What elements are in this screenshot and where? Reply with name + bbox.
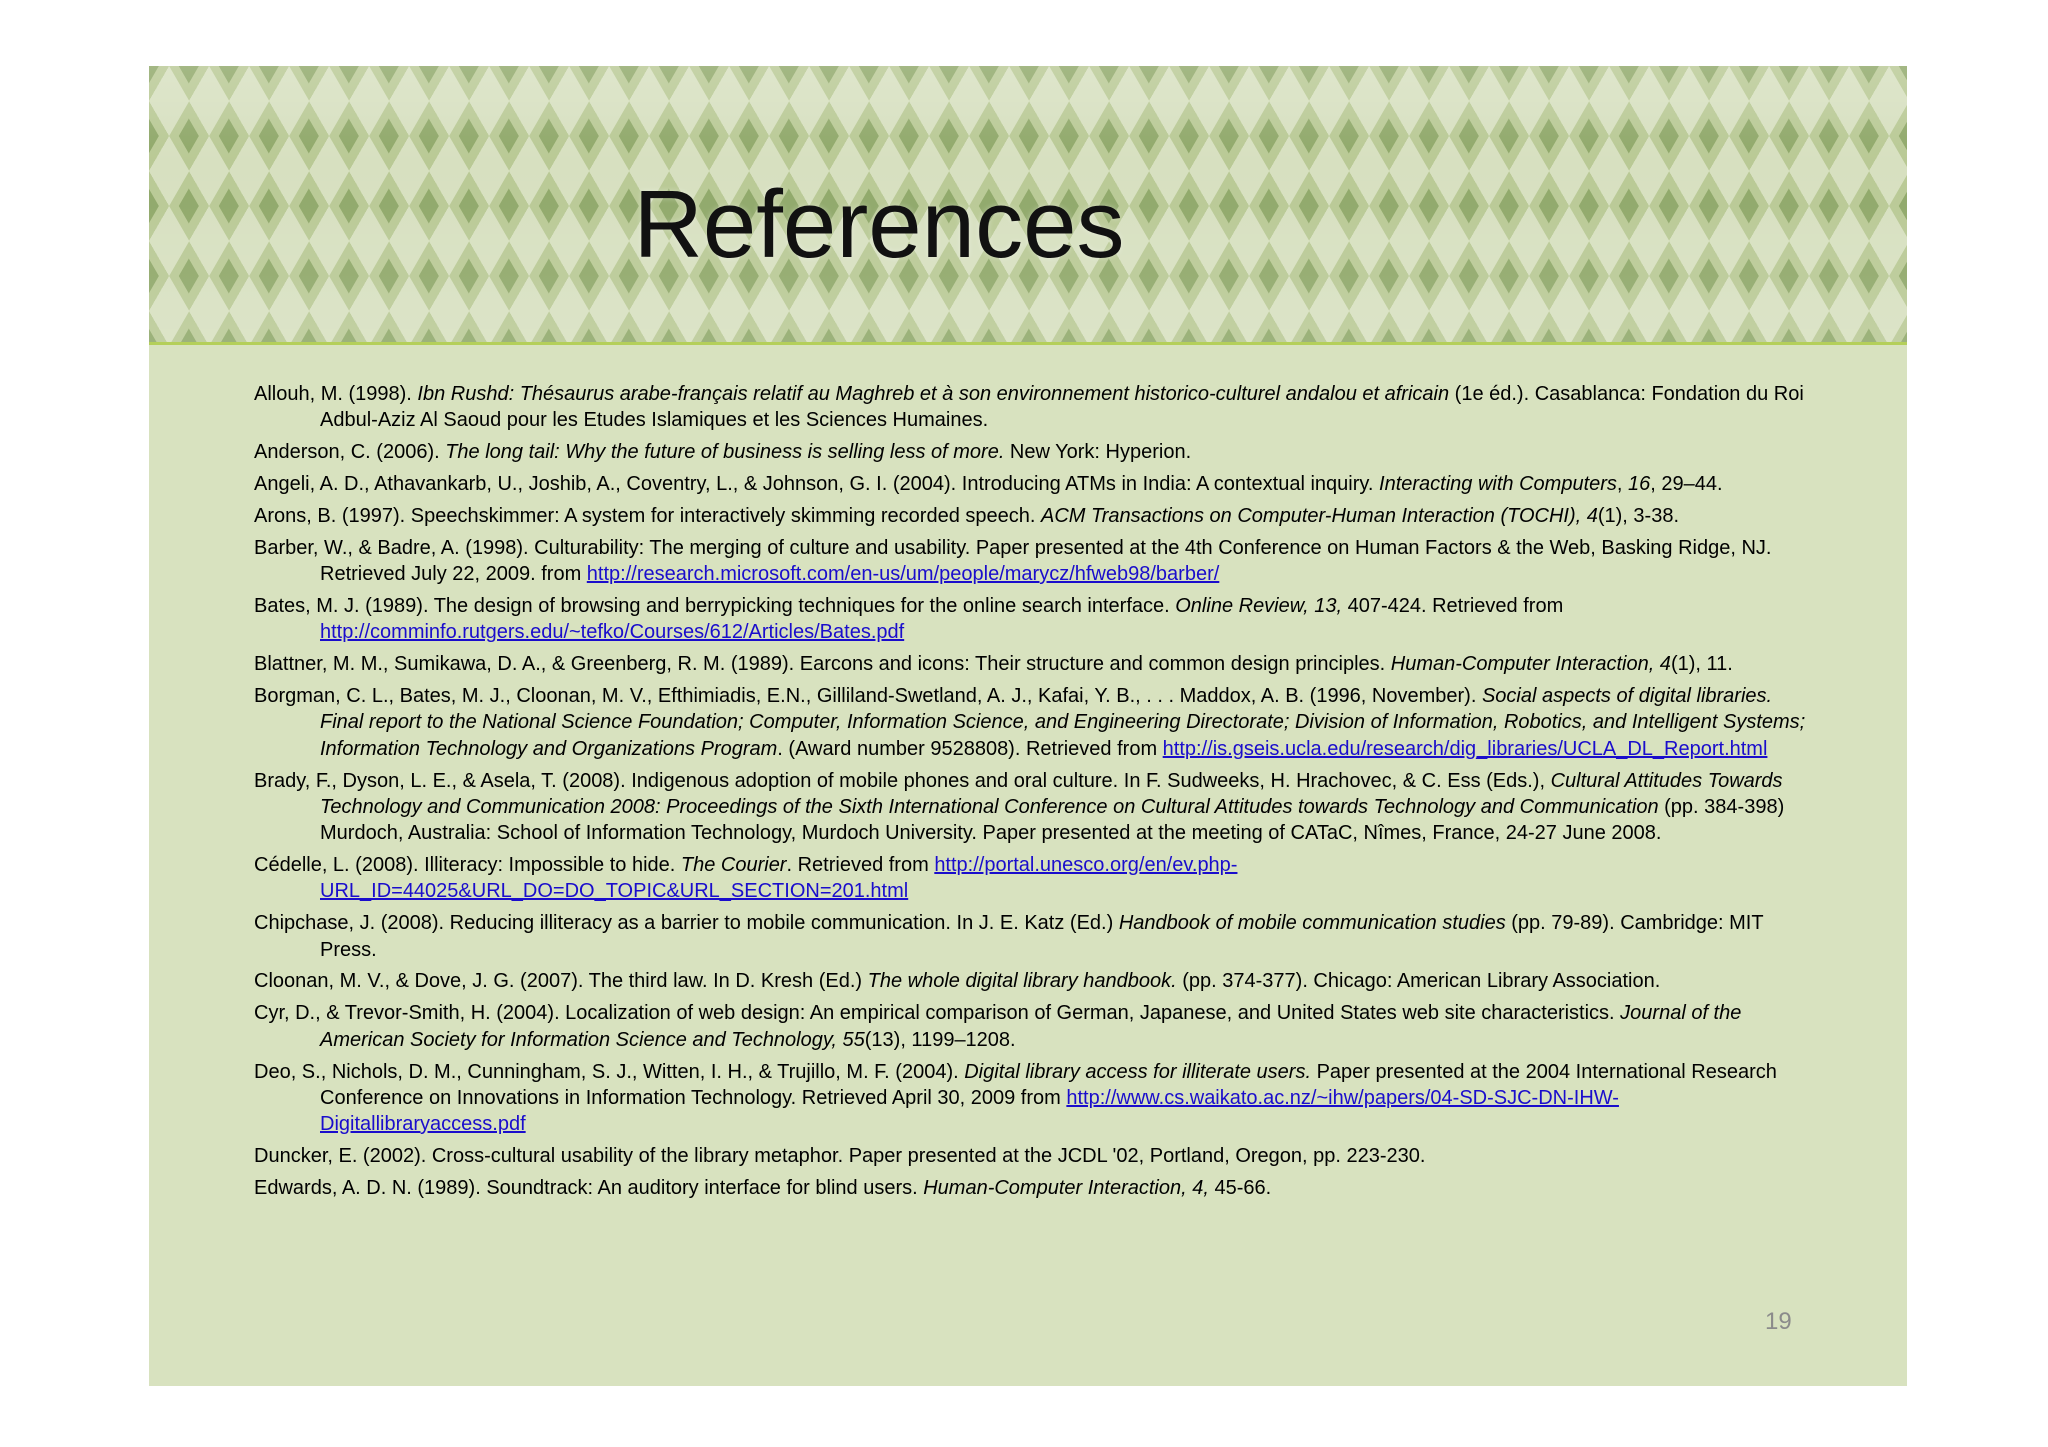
reference-entry bbox=[254, 535, 1814, 588]
reference-link[interactable]: http://portal.unesco.org/en/ev.php-URL_ID=44025&URL_DO=DO_TOPIC&URL_SECTION=201.html bbox=[320, 854, 1238, 903]
reference-entry bbox=[254, 852, 1814, 905]
reference-text: (1e éd.). Casablanca: Fondation du Roi Adbul-Aziz Al Saoud pour les Etudes Islamiques et les Sciences Humaines. bbox=[320, 383, 1804, 432]
reference-italic-text: Social aspects of digital libraries. Final report to the National Science Foundation; Computer, Information Science, and Engineering Directorate; Division of Information, Robotics, and Intelligent Systems; Information Technology and Organizations Program bbox=[320, 685, 1806, 760]
reference-text: Paper presented at the 2004 International Research Conference on Innovations in Information Technology. Retrieved April 30, 2009 from bbox=[320, 1060, 1777, 1109]
reference-italic-text: Digital library access for illiterate users. bbox=[964, 1060, 1312, 1083]
reference-entry bbox=[254, 683, 1814, 762]
reference-text: Allouh, M. (1998). bbox=[254, 383, 418, 405]
reference-entry bbox=[254, 1143, 1814, 1169]
reference-entry bbox=[254, 768, 1814, 847]
reference-text: Anderson, C. (2006). bbox=[254, 441, 446, 464]
reference-link[interactable]: http://comminfo.rutgers.edu/~tefko/Courses/612/Articles/Bates.pdf bbox=[320, 621, 905, 644]
reference-text: (1), 3-38. bbox=[1597, 504, 1680, 527]
reference-text: , bbox=[1616, 473, 1629, 496]
reference-text: Bates, M. J. (1989). The design of browsing and berrypicking techniques for the online search interface. bbox=[254, 595, 1176, 618]
reference-text: (pp. 79-89). Cambridge: MIT Press. bbox=[320, 912, 1764, 961]
reference-text: Cloonan, M. V., & Dove, J. G. (2007). The third law. In D. Kresh (Ed.) bbox=[254, 970, 868, 993]
page-number: 19 bbox=[1765, 1308, 1792, 1335]
reference-entry bbox=[254, 968, 1814, 994]
reference-italic-text: Ibn Rushd: Thésaurus arabe-français relatif au Maghreb et à son environnement historico-culturel andalou et africain bbox=[417, 383, 1450, 405]
reference-text: , 29–44. bbox=[1650, 473, 1723, 496]
reference-text: Edwards, A. D. N. (1989). Soundtrack: An auditory interface for blind users. bbox=[254, 1176, 924, 1199]
reference-text: Angeli, A. D., Athavankarb, U., Joshib, A., Coventry, L., & Johnson, G. I. (2004). Introducing ATMs in India: A contextual inquiry. bbox=[254, 473, 1380, 496]
reference-entry bbox=[254, 1000, 1814, 1053]
reference-list bbox=[254, 381, 1814, 1207]
reference-italic-text: Handbook of mobile communication studies bbox=[1118, 912, 1506, 935]
reference-link[interactable]: http://is.gseis.ucla.edu/research/dig_libraries/UCLA_DL_Report.html bbox=[1162, 737, 1768, 760]
reference-italic-text: ACM Transactions on Computer-Human Interaction (TOCHI), 4 bbox=[1040, 504, 1598, 527]
reference-entry bbox=[254, 910, 1814, 963]
reference-link[interactable]: http://www.cs.waikato.ac.nz/~ihw/papers/04-SD-SJC-DN-IHW-Digitallibraryaccess.pdf bbox=[320, 1086, 1619, 1136]
reference-text: Blattner, M. M., Sumikawa, D. A., & Greenberg, R. M. (1989). Earcons and icons: Their structure and common design principles. bbox=[254, 653, 1391, 676]
reference-italic-text: The Courier bbox=[680, 854, 787, 877]
reference-link[interactable]: http://research.microsoft.com/en-us/um/people/marycz/hfweb98/barber/ bbox=[586, 563, 1220, 586]
reference-entry bbox=[254, 439, 1814, 465]
reference-entry bbox=[254, 651, 1814, 677]
reference-text: Deo, S., Nichols, D. M., Cunningham, S. J., Witten, I. H., & Trujillo, M. F. (2004). bbox=[254, 1060, 965, 1083]
reference-text: . Retrieved from bbox=[786, 854, 935, 877]
reference-text: (pp. 374-377). Chicago: American Library Association. bbox=[1176, 970, 1661, 993]
reference-entry bbox=[254, 593, 1814, 646]
reference-text: 407-424. Retrieved from bbox=[1342, 595, 1564, 618]
reference-italic-text: Cultural Attitudes Towards Technology and Communication 2008: Proceedings of the Sixth International Conference on Cultural Attitudes towards Technology and Communication bbox=[320, 769, 1783, 818]
reference-text: Brady, F., Dyson, L. E., & Asela, T. (2008). Indigenous adoption of mobile phones and oral culture. In F. Sudweeks, H. Hrachovec, & C. Ess (Eds.), bbox=[254, 769, 1551, 792]
reference-text: Arons, B. (1997). Speechskimmer: A system for interactively skimming recorded speech. bbox=[254, 504, 1041, 527]
slide-title: References bbox=[633, 171, 1125, 278]
reference-text: (13), 1199–1208. bbox=[864, 1028, 1016, 1051]
reference-entry bbox=[254, 1175, 1814, 1201]
reference-entry bbox=[254, 381, 1814, 434]
reference-italic-text: 16 bbox=[1628, 473, 1651, 496]
reference-text: 45-66. bbox=[1208, 1176, 1272, 1199]
reference-italic-text: Interacting with Computers bbox=[1379, 473, 1617, 496]
reference-italic-text: The whole digital library handbook. bbox=[867, 970, 1177, 993]
reference-text: . (Award number 9528808). Retrieved from bbox=[777, 737, 1163, 760]
reference-text: Duncker, E. (2002). Cross-cultural usability of the library metaphor. Paper presented at the JCDL '02, Portland, Oregon, pp. 223-230. bbox=[254, 1145, 1426, 1168]
reference-italic-text: The long tail: Why the future of business is selling less of more. bbox=[445, 441, 1005, 464]
reference-italic-text: Human-Computer Interaction, 4, bbox=[923, 1176, 1209, 1199]
reference-text: Chipchase, J. (2008). Reducing illiteracy as a barrier to mobile communication. In J. E. Katz (Ed.) bbox=[254, 912, 1119, 935]
reference-text: (1), 11. bbox=[1670, 653, 1733, 676]
reference-italic-text: Journal of the American Society for Information Science and Technology, 55 bbox=[320, 1002, 1742, 1051]
reference-entry bbox=[254, 1059, 1814, 1138]
reference-text: Borgman, C. L., Bates, M. J., Cloonan, M. V., Efthimiadis, E.N., Gilliland-Swetland, A. J., Kafai, Y. B., . . . Maddox, A. B. (1996, November). bbox=[254, 685, 1482, 708]
reference-entry bbox=[254, 503, 1814, 529]
reference-entry bbox=[254, 471, 1814, 497]
reference-italic-text: Online Review, 13, bbox=[1175, 595, 1343, 618]
banner-divider bbox=[149, 342, 1907, 345]
reference-text: Cédelle, L. (2008). Illiteracy: Impossible to hide. bbox=[254, 854, 681, 877]
reference-text: (pp. 384-398) Murdoch, Australia: School of Information Technology, Murdoch University. Paper presented at the meeting of CATaC, Nîmes, France, 24-27 June 2008. bbox=[320, 795, 1785, 845]
reference-italic-text: Human-Computer Interaction, 4 bbox=[1390, 653, 1671, 676]
reference-text: Cyr, D., & Trevor-Smith, H. (2004). Localization of web design: An empirical comparison of German, Japanese, and United States web site characteristics. bbox=[254, 1002, 1621, 1025]
reference-text: New York: Hyperion. bbox=[1004, 441, 1192, 464]
reference-text: Barber, W., & Badre, A. (1998). Culturability: The merging of culture and usability. Paper presented at the 4th Conference on Human Factors & the Web, Basking Ridge, NJ. Retrieved July 22, 2009. from bbox=[254, 536, 1772, 586]
